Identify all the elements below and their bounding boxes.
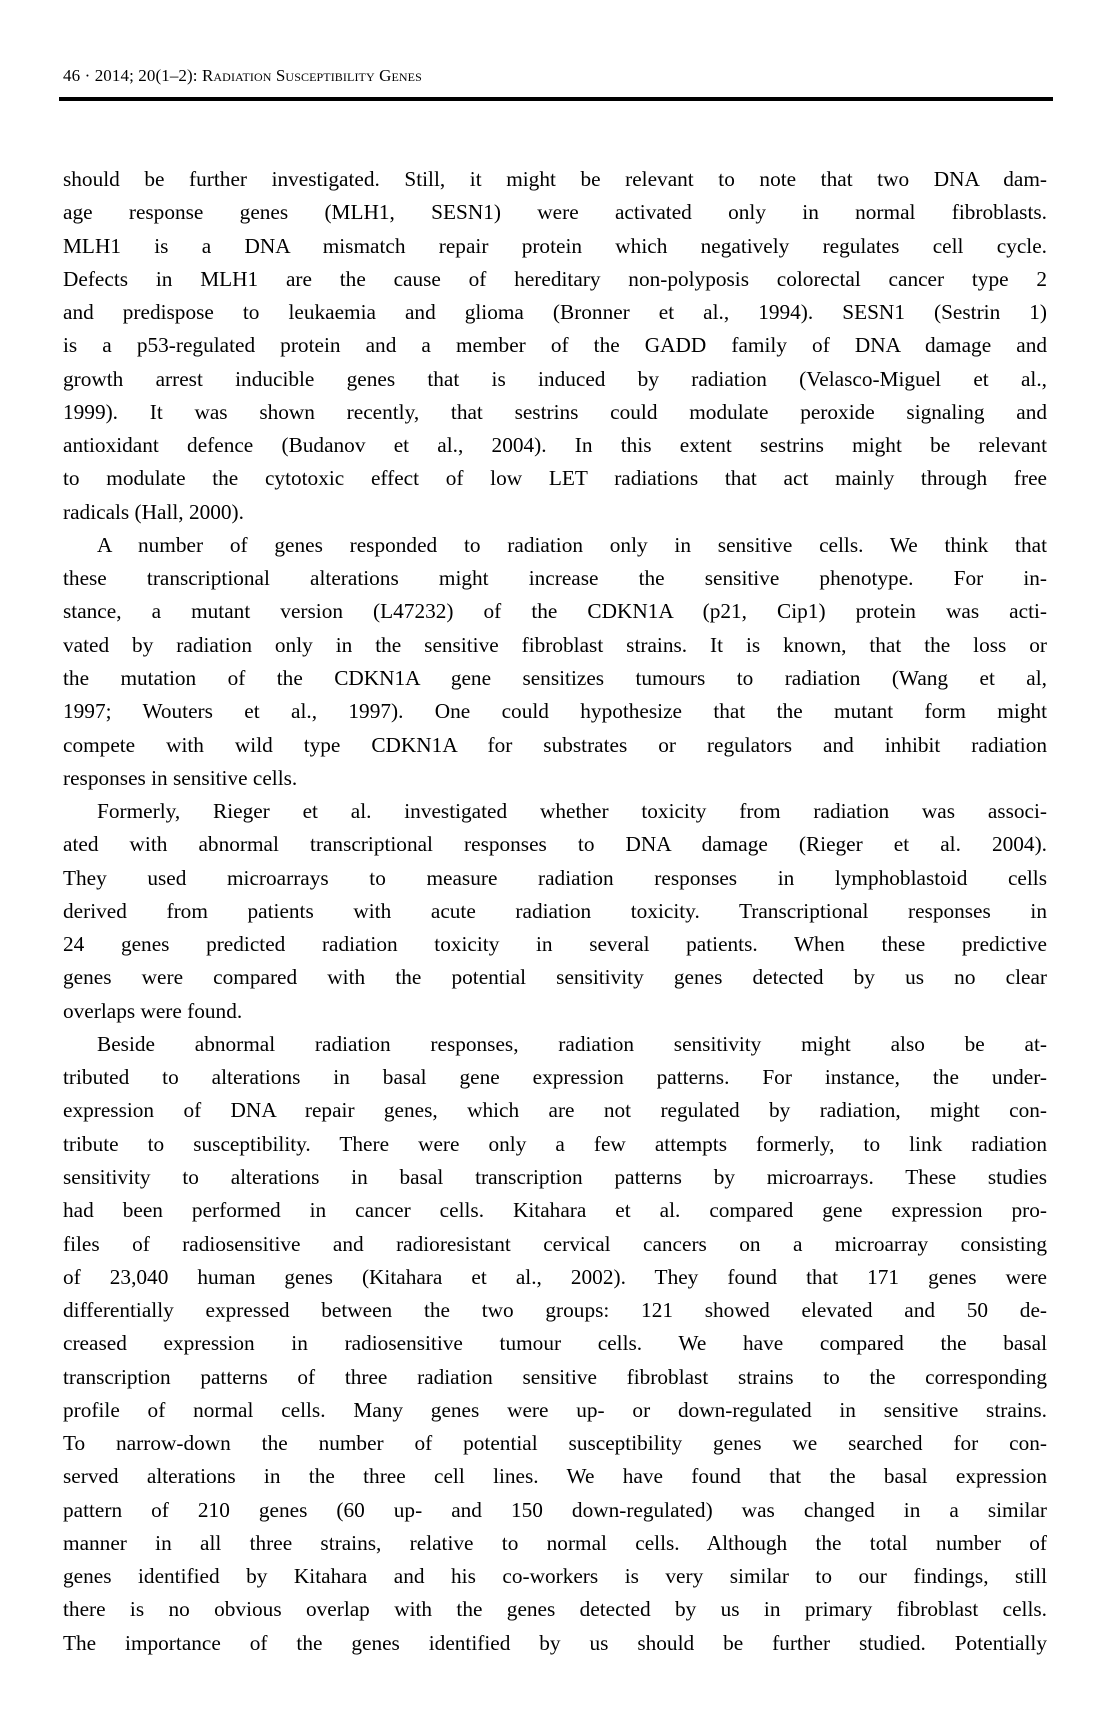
text-line: pattern of 210 genes (60 up- and 150 down-regulated) was changed in a similar (63, 1497, 1047, 1522)
text-line: genes identified by Kitahara and his co-workers is very similar to our findings, still (63, 1564, 1047, 1589)
text-line: overlaps were found. (63, 998, 243, 1023)
text-line: there is no obvious overlap with the genes detected by us in primary fibroblast cells. (63, 1597, 1047, 1622)
text-line: served alterations in the three cell lines. We have found that the basal expression (63, 1464, 1047, 1489)
text-line: compete with wild type CDKN1A for substrates or regulators and inhibit radiation (63, 732, 1047, 757)
text-line: tribute to susceptibility. There were only a few attempts formerly, to link radiation (63, 1131, 1047, 1156)
separator-dot: · (84, 66, 91, 85)
text-line: expression of DNA repair genes, which are not regulated by radiation, might con- (63, 1098, 1047, 1123)
text-line: manner in all three strains, relative to normal cells. Although the total number of (63, 1530, 1047, 1555)
text-line: growth arrest inducible genes that is induced by radiation (Velasco-Miguel et al., (63, 366, 1047, 391)
text-line: files of radiosensitive and radioresistant cervical cancers on a microarray consisting (63, 1231, 1047, 1256)
body-text (63, 163, 1047, 1660)
text-line: ated with abnormal transcriptional responses to DNA damage (Rieger et al. 2004). (63, 832, 1047, 857)
text-line: the mutation of the CDKN1A gene sensitizes tumours to radiation (Wang et al, (63, 665, 1047, 690)
text-line: antioxidant defence (Budanov et al., 2004). In this extent sestrins might be relevant (63, 433, 1047, 458)
text-line: should be further investigated. Still, it might be relevant to note that two DNA dam- (63, 167, 1047, 191)
header-rule (59, 97, 1053, 101)
paragraph (63, 529, 1047, 795)
text-line: Beside abnormal radiation responses, radiation sensitivity might also be at- (97, 1031, 1047, 1056)
text-line: 1999). It was shown recently, that sestrins could modulate peroxide signaling and (63, 399, 1047, 424)
journal-citation: 2014; 20(1–2): (94, 66, 198, 85)
text-line: of 23,040 human genes (Kitahara et al., 2002). They found that 171 genes were (63, 1264, 1047, 1289)
text-line: had been performed in cancer cells. Kitahara et al. compared gene expression pro- (63, 1198, 1047, 1223)
text-line: these transcriptional alterations might increase the sensitive phenotype. For in- (63, 566, 1047, 591)
text-line: radicals (Hall, 2000). (63, 499, 244, 524)
text-line: responses in sensitive cells. (63, 765, 298, 790)
running-title: Radiation Susceptibility Genes (201, 66, 422, 85)
text-line: Formerly, Rieger et al. investigated whether toxicity from radiation was associ- (97, 799, 1047, 824)
text-line: stance, a mutant version (L47232) of the CDKN1A (p21, Cip1) protein was acti- (63, 599, 1047, 624)
text-line: is a p53-regulated protein and a member of the GADD family of DNA damage and (63, 333, 1047, 358)
text-line: tributed to alterations in basal gene expression patterns. For instance, the under- (63, 1065, 1047, 1090)
text-line: differentially expressed between the two groups: 121 showed elevated and 50 de- (63, 1298, 1047, 1323)
paragraph (63, 795, 1047, 1028)
text-line: The importance of the genes identified by us should be further studied. Potentially (63, 1630, 1047, 1655)
text-line: sensitivity to alterations in basal transcription patterns by microarrays. These studies (63, 1164, 1047, 1189)
text-line: 24 genes predicted radiation toxicity in several patients. When these predictive (63, 932, 1047, 957)
text-line: and predispose to leukaemia and glioma (Bronner et al., 1994). SESN1 (Sestrin 1) (63, 300, 1047, 325)
paragraph (63, 1028, 1047, 1660)
paragraph (63, 163, 1047, 529)
text-line: MLH1 is a DNA mismatch repair protein which negatively regulates cell cycle. (63, 233, 1047, 258)
text-line: creased expression in radiosensitive tumour cells. We have compared the basal (63, 1331, 1047, 1356)
text-line: genes were compared with the potential sensitivity genes detected by us no clear (63, 965, 1047, 990)
text-line: 1997; Wouters et al., 1997). One could hypothesize that the mutant form might (63, 699, 1047, 724)
text-line: They used microarrays to measure radiation responses in lymphoblastoid cells (63, 865, 1047, 890)
text-line: transcription patterns of three radiation sensitive fibroblast strains to the corresponding (63, 1364, 1047, 1389)
running-head (63, 66, 422, 86)
page-number: 46 (63, 66, 81, 85)
text-line: vated by radiation only in the sensitive fibroblast strains. It is known, that the loss or (63, 632, 1047, 657)
text-line: to modulate the cytotoxic effect of low LET radiations that act mainly through free (63, 466, 1047, 491)
text-line: Defects in MLH1 are the cause of hereditary non-polyposis colorectal cancer type 2 (63, 266, 1047, 291)
text-line: profile of normal cells. Many genes were up- or down-regulated in sensitive strains. (63, 1397, 1047, 1422)
text-line: derived from patients with acute radiation toxicity. Transcriptional responses in (63, 898, 1047, 923)
text-line: A number of genes responded to radiation only in sensitive cells. We think that (97, 532, 1047, 557)
text-line: To narrow-down the number of potential susceptibility genes we searched for con- (63, 1431, 1047, 1456)
text-line: age response genes (MLH1, SESN1) were activated only in normal fibroblasts. (63, 200, 1047, 225)
